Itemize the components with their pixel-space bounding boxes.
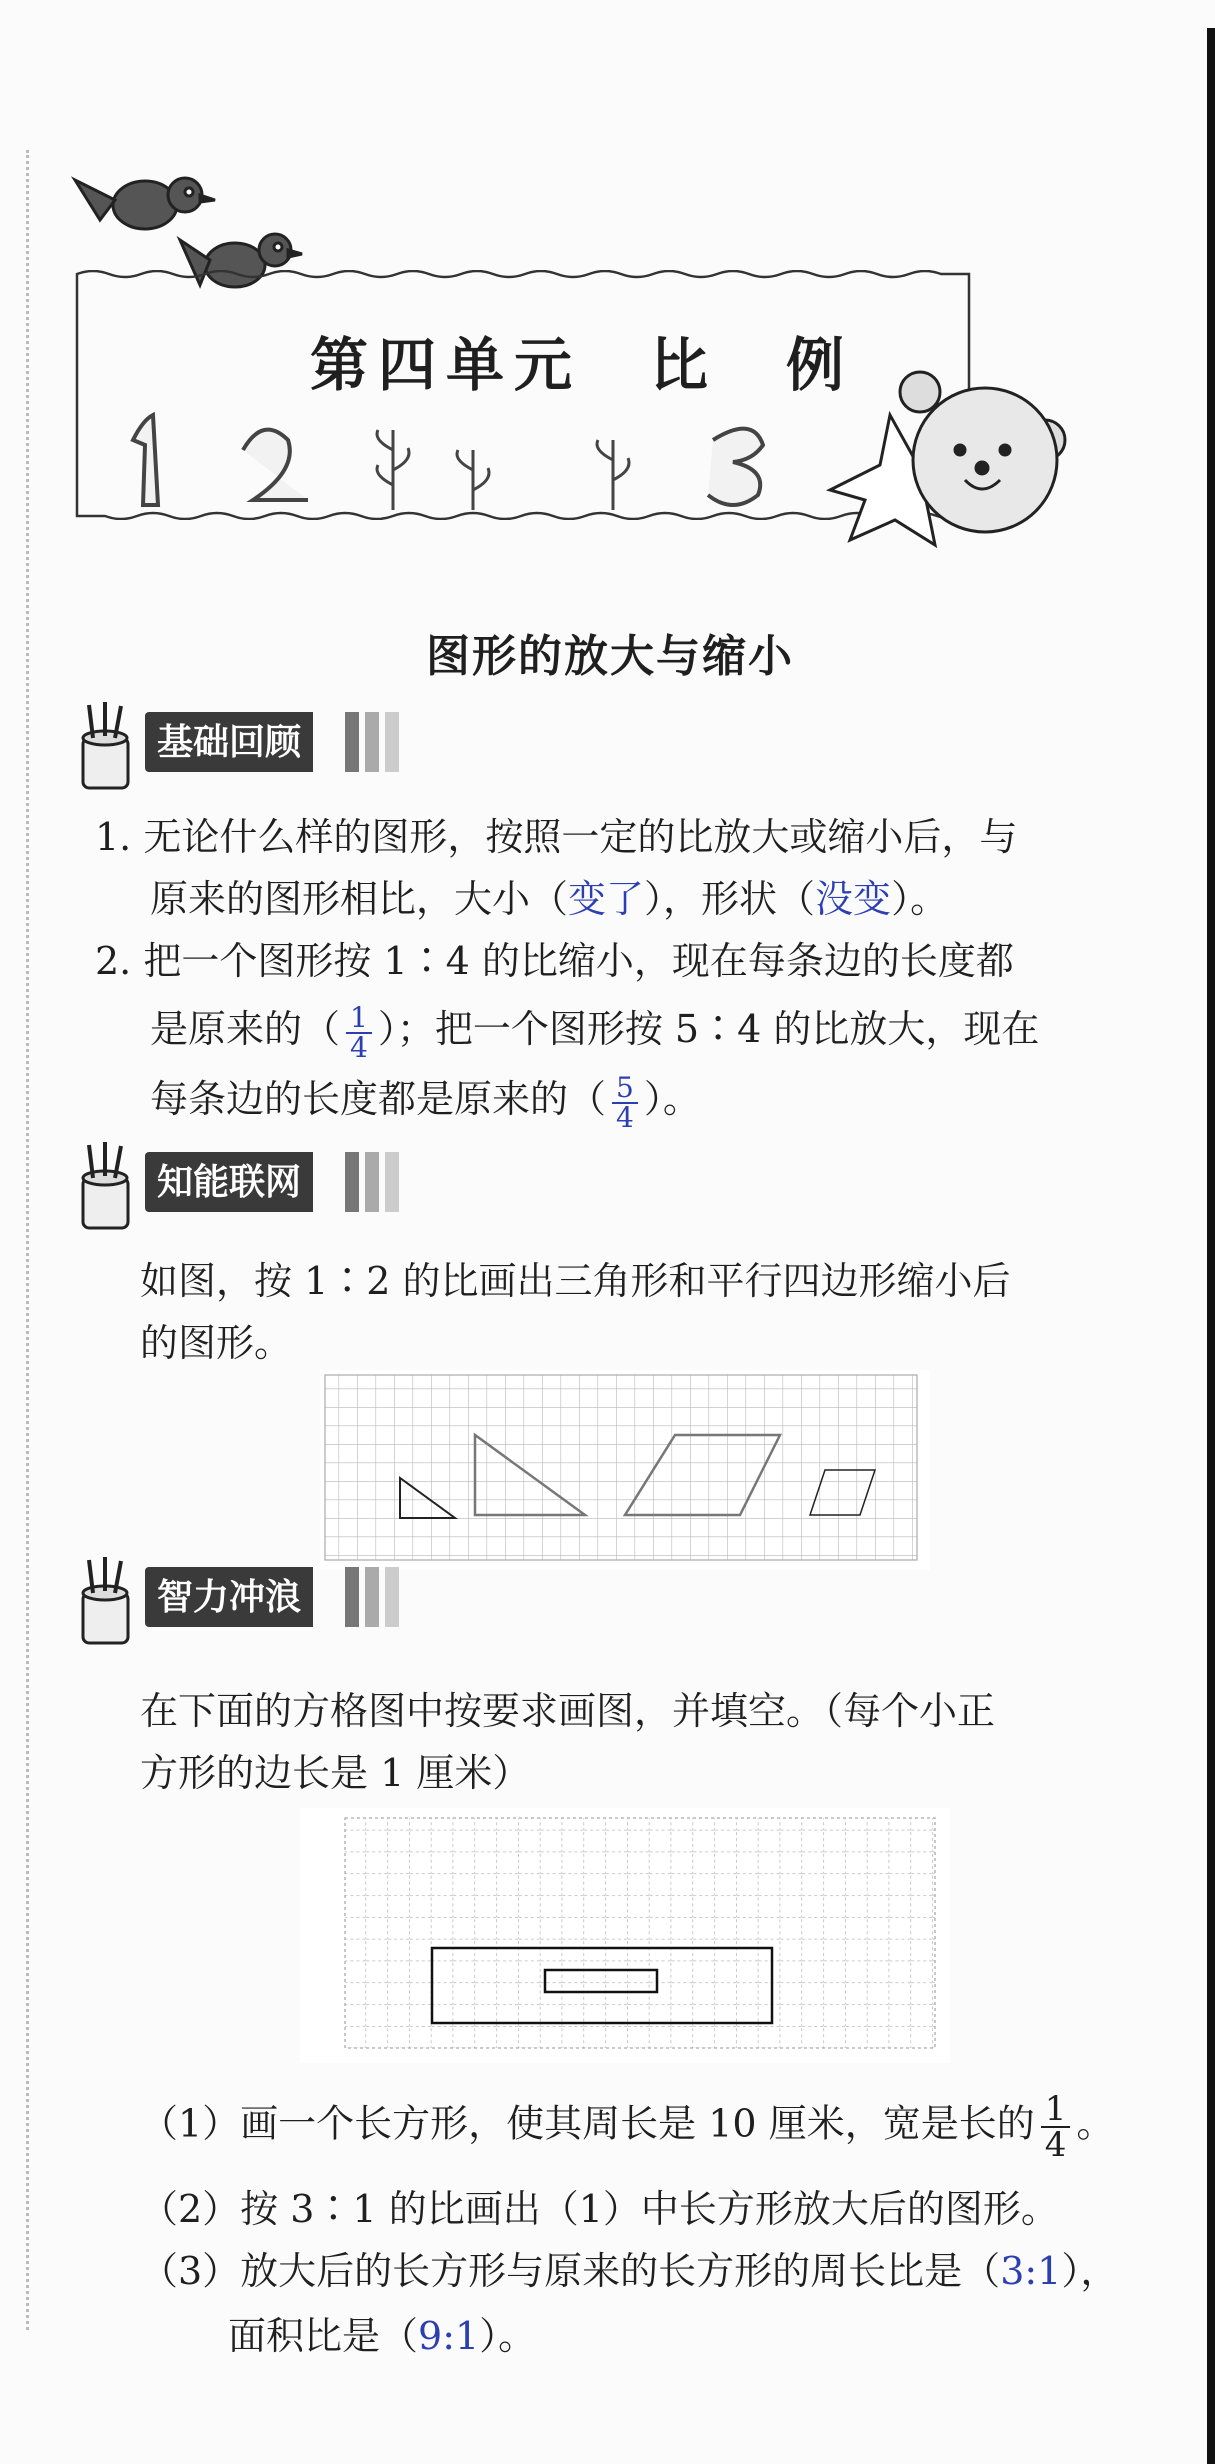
fraction-numerator: 5 [612, 1074, 638, 1104]
answer-text: 3:1 [1000, 2249, 1062, 2293]
section-label: 知能联网 [145, 1152, 313, 1212]
text-segment: 是原来的（ [150, 1007, 341, 1051]
question-number: 1. [95, 815, 132, 859]
bird-icon [75, 178, 215, 229]
text-segment: ）。 [479, 2314, 537, 2358]
text-segment: ）；把一个图形按 5∶4 的比放大，现在 [377, 1007, 1040, 1051]
question-text: 无论什么样的图形，按照一定的比放大或缩小后，与 [143, 815, 1018, 859]
fraction-denominator: 4 [1044, 2125, 1067, 2165]
pencil-cup-icon [75, 700, 155, 790]
fraction-denominator: 4 [616, 1100, 634, 1134]
question-text: 把一个图形按 1∶4 的比缩小，现在每条边的长度都 [143, 939, 1014, 983]
text-segment: 原来的图形相比，大小（ [150, 877, 569, 921]
unit-title: 第四单元 比 例 [310, 331, 855, 399]
badge-stripes-icon [345, 1567, 415, 1627]
page-edge-bar [1207, 28, 1215, 2464]
question-number: 2. [95, 939, 132, 983]
binding-dotted-line [26, 150, 29, 2330]
text-segment: 每条边的长度都是原来的（ [150, 1077, 607, 1121]
challenge-part-3-cont [228, 2305, 536, 2367]
challenge-text-line-2: 方形的边长是 1 厘米） [140, 1751, 531, 1795]
pencil-cup-icon [75, 1140, 155, 1230]
answer-text: 9:1 [418, 2314, 480, 2358]
badge-stripes-icon [345, 712, 415, 772]
decorative-numerals [133, 415, 763, 505]
answer-fraction [612, 1070, 638, 1134]
question-2-line-2 [150, 998, 1039, 1062]
pencil-cup-icon [75, 1555, 155, 1645]
answer-fraction [346, 1000, 372, 1064]
shrink-grid-figure [320, 1370, 930, 1570]
answer-text: 没变 [815, 877, 892, 921]
fraction [1041, 2089, 1071, 2165]
section-label: 智力冲浪 [145, 1567, 313, 1627]
rectangle-grid-figure [300, 1808, 950, 2063]
link-text-line-2: 的图形。 [140, 1321, 293, 1365]
bear-illustration [820, 370, 1080, 590]
section-label: 基础回顾 [145, 712, 313, 772]
fraction-numerator: 1 [346, 1004, 372, 1034]
question-2-line-1 [95, 930, 1014, 992]
text-segment: 。 [1076, 2101, 1115, 2146]
text-segment: ）， [1061, 2249, 1119, 2293]
question-1-line-2 [150, 868, 948, 930]
challenge-part-1 [140, 2089, 1115, 2165]
text-segment: 面积比是（ [228, 2314, 419, 2358]
lesson-title: 图形的放大与缩小 [426, 631, 794, 682]
fraction-denominator: 4 [350, 1030, 368, 1064]
question-2-line-3 [150, 1068, 701, 1132]
text-segment: （1）画一个长方形，使其周长是 10 厘米，宽是长的 [140, 2101, 1035, 2146]
text-segment: ）。 [643, 1077, 701, 1121]
section-badge-link [75, 1140, 415, 1230]
badge-stripes-icon [345, 1152, 415, 1212]
fraction-numerator: 1 [1041, 2092, 1071, 2128]
answer-text: 变了 [568, 877, 645, 921]
challenge-text-line-1: 在下面的方格图中按要求画图，并填空。（每个小正 [140, 1689, 996, 1733]
challenge-part-2: （2）按 3∶1 的比画出（1）中长方形放大后的图形。 [140, 2187, 1059, 2231]
sprout-icon [377, 430, 629, 510]
link-text-line-1: 如图，按 1∶2 的比画出三角形和平行四边形缩小后 [140, 1259, 1011, 1303]
section-badge-basic [75, 700, 415, 790]
text-segment: （3）放大后的长方形与原来的长方形的周长比是（ [140, 2249, 1001, 2293]
question-1-line-1 [95, 806, 1017, 868]
section-badge-challenge [75, 1555, 415, 1645]
text-segment: ）。 [891, 877, 949, 921]
text-segment: ），形状（ [644, 877, 816, 921]
challenge-part-3 [140, 2240, 1118, 2302]
